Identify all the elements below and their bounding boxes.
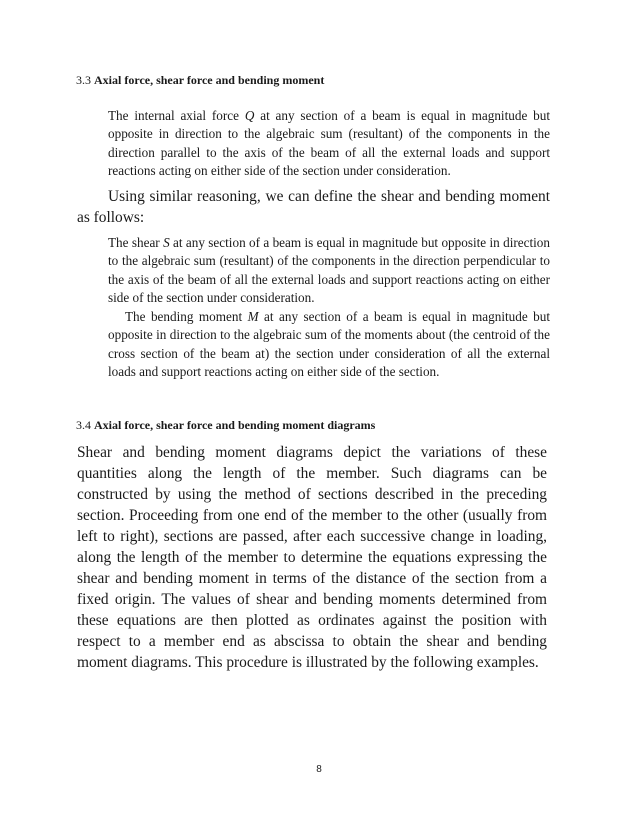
shear-definition	[108, 234, 550, 308]
shear-symbol: S	[163, 235, 170, 250]
section-title: Axial force, shear force and bending moment diagrams	[94, 418, 376, 432]
definition-text-rest: at any section of a beam is equal in magnitude but opposite in direction to the algebraic sum of the moments about (the centroid of the cross section of the beam at) the section under consideration of all the external loads and support reactions acting on either side of the section.	[108, 309, 550, 380]
diagrams-paragraph: Shear and bending moment diagrams depict the variations of these quantities along the length of the member. Such diagrams can be constructed by using the method of sections described in the preceding section. Proceeding from one end of the member to the other (usually from left to right), sections are passed, after each successive change in loading, along the length of the member to determine the equations expressing the shear and bending moment in terms of the distance of the section from a fixed origin. The values of shear and bending moments determined from these equations are then plotted as ordinates against the position with respect to a member end as abscissa to obtain the shear and bending moment diagrams. This procedure is illustrated by the following examples.	[77, 444, 547, 671]
section-number: 3.4	[76, 418, 91, 432]
section-number: 3.3	[76, 73, 91, 87]
definition-text-start: The bending moment	[125, 309, 248, 324]
bending-moment-symbol: M	[247, 309, 259, 324]
section-title: Axial force, shear force and bending moment	[94, 73, 325, 87]
page-number: 8	[316, 764, 322, 775]
section-heading-3-3	[76, 73, 324, 87]
axial-force-definition	[108, 107, 550, 181]
transition-paragraph: Using similar reasoning, we can define the shear and bending moment as follows:	[77, 188, 550, 226]
axial-force-symbol: Q	[244, 108, 255, 123]
definition-text-start: The shear	[108, 235, 164, 250]
definition-text-rest: at any section of a beam is equal in magnitude but opposite in direction to the algebraic sum (resultant) of the components in the direction perpendicular to the axis of the beam of all the external loads and support reactions acting on either side of the section under consideration.	[108, 235, 550, 306]
definition-text-start: The internal axial force	[108, 108, 245, 123]
bending-moment-definition	[108, 308, 550, 382]
definition-text-rest: at any section of a beam is equal in magnitude but opposite in direction to the algebraic sum (resultant) of the components in the direction parallel to the axis of the beam of all the external loads and support reactions acting on either side of the section under consideration.	[108, 108, 550, 179]
section-heading-3-4	[76, 418, 375, 432]
